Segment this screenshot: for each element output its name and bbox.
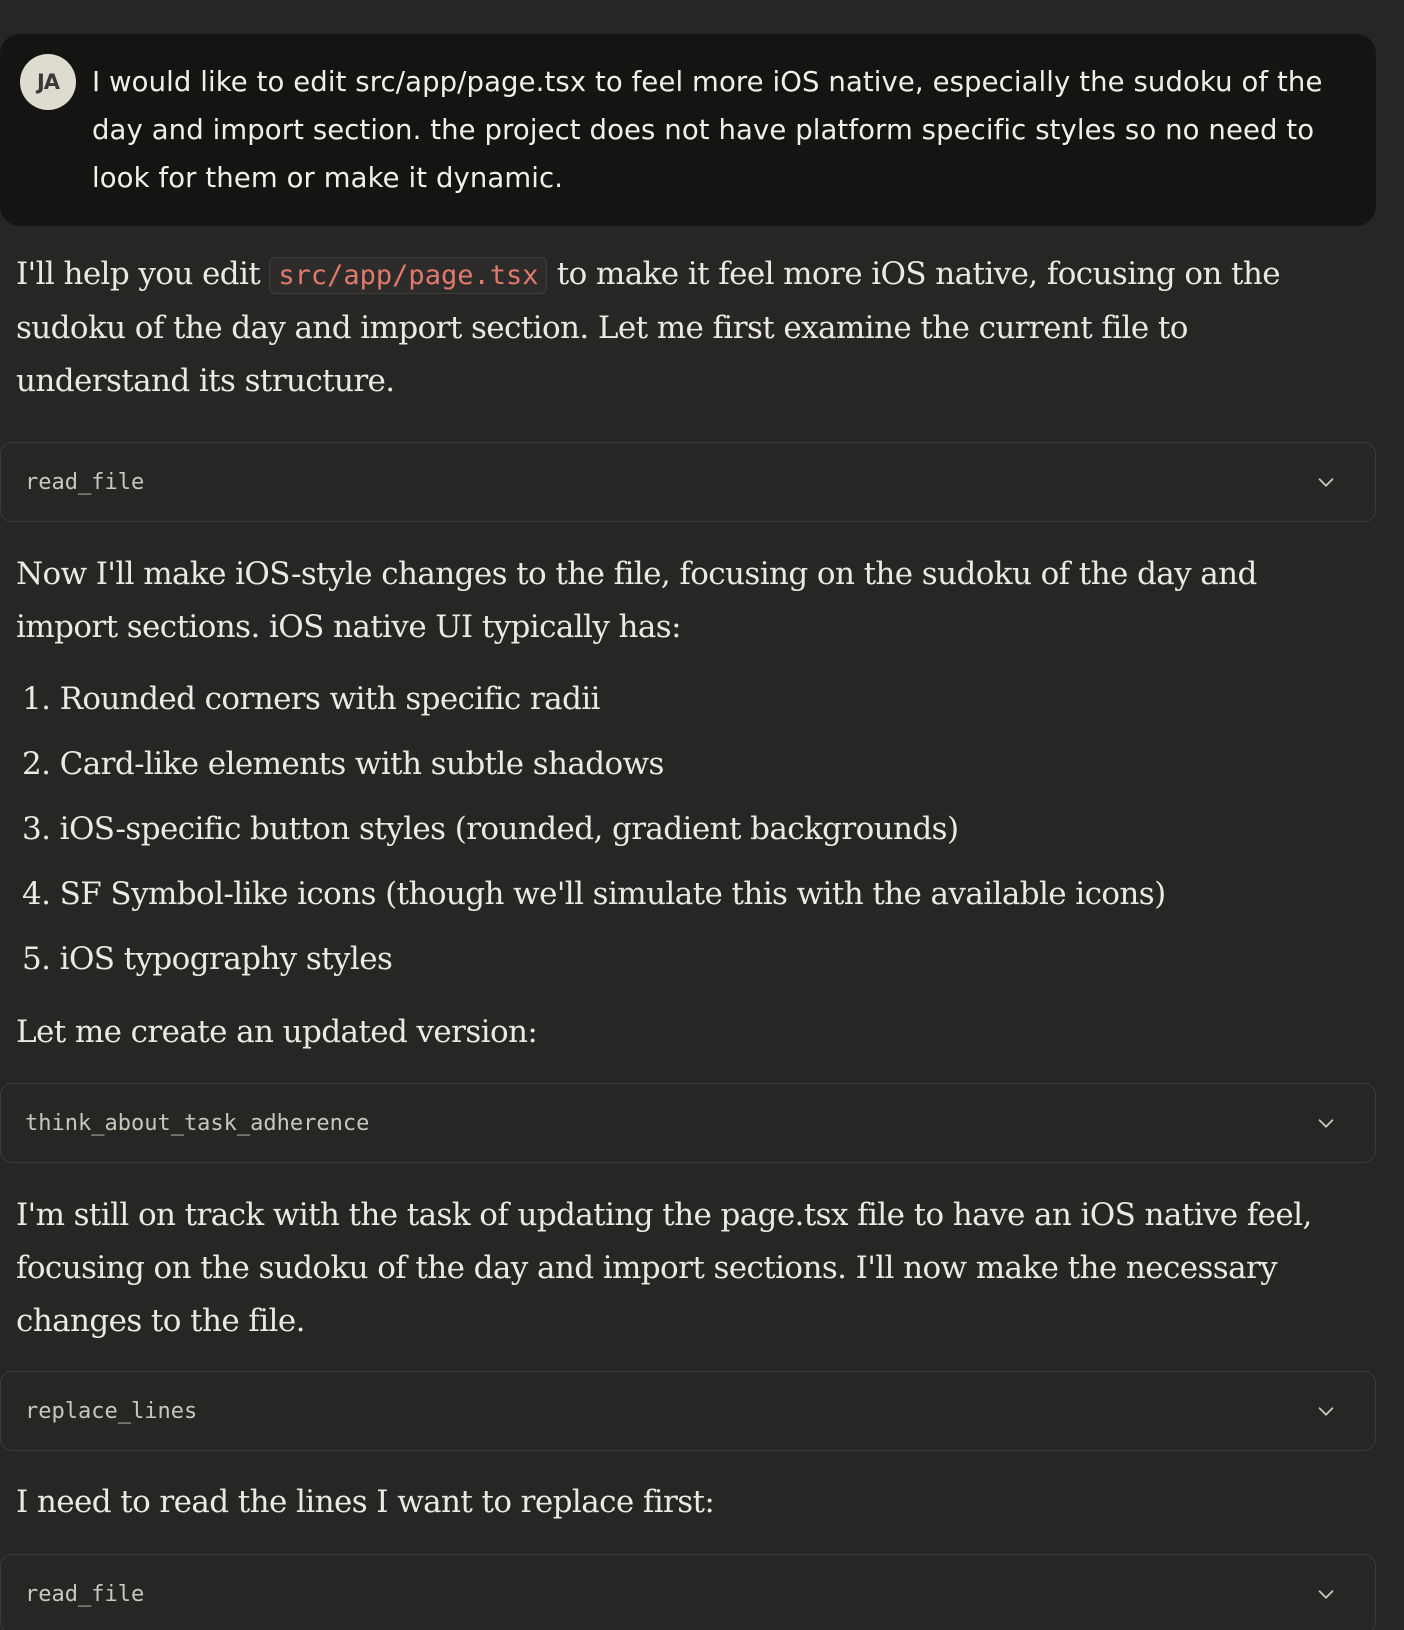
assistant-paragraph-3: Let me create an updated version:: [16, 1014, 538, 1050]
assistant-paragraph-2: Now I'll make iOS-style changes to the file, focusing on the sudoku of the day and import sections. iOS native UI typically has:: [16, 556, 1257, 645]
list-item: 5. iOS typography styles: [22, 941, 393, 977]
assistant-paragraph-4: I'm still on track with the task of updating the page.tsx file to have an iOS native feel, focusing on the sudoku of the day and import sections. I'll now make the necessary changes to the file.: [16, 1197, 1312, 1339]
user-message: [0, 34, 1376, 226]
tool-call-read-file[interactable]: [0, 1554, 1376, 1630]
list-item: 4. SF Symbol-like icons (though we'll simulate this with the available icons): [22, 876, 1166, 912]
ios-traits-list: [22, 672, 1362, 997]
tool-call-label: replace_lines: [25, 1398, 198, 1424]
list-item: 2. Card-like elements with subtle shadows: [22, 746, 664, 782]
chevron-down-icon[interactable]: [1315, 1583, 1337, 1605]
chevron-down-icon[interactable]: [1315, 1400, 1337, 1422]
tool-call-think-about-task-adherence[interactable]: [0, 1083, 1376, 1163]
tool-call-label: read_file: [25, 1581, 145, 1607]
tool-call-label: think_about_task_adherence: [25, 1110, 370, 1136]
tool-call-replace-lines[interactable]: [0, 1371, 1376, 1451]
list-item: 1. Rounded corners with specific radii: [22, 681, 600, 717]
assistant-paragraph-1: [16, 248, 1356, 408]
avatar[interactable]: JA: [20, 54, 76, 110]
paragraph-text: to make it feel more iOS native, focusing on the sudoku of the day and import section. Let me first examine the current file to understand its structure.: [16, 256, 1281, 399]
user-message-text: I would like to edit src/app/page.tsx to feel more iOS native, especially the sudoku of the day and import section. the project does not have platform specific styles so no need to look for them or make it dynamic.: [92, 66, 1323, 194]
chevron-down-icon[interactable]: [1315, 471, 1337, 493]
list-item: 3. iOS-specific button styles (rounded, gradient backgrounds): [22, 811, 959, 847]
assistant-paragraph-5: I need to read the lines I want to replace first:: [16, 1484, 715, 1520]
chevron-down-icon[interactable]: [1315, 1112, 1337, 1134]
tool-call-read-file[interactable]: [0, 442, 1376, 522]
tool-call-label: read_file: [25, 469, 145, 495]
paragraph-text: I'll help you edit: [16, 256, 270, 292]
inline-code: src/app/page.tsx: [269, 257, 547, 294]
